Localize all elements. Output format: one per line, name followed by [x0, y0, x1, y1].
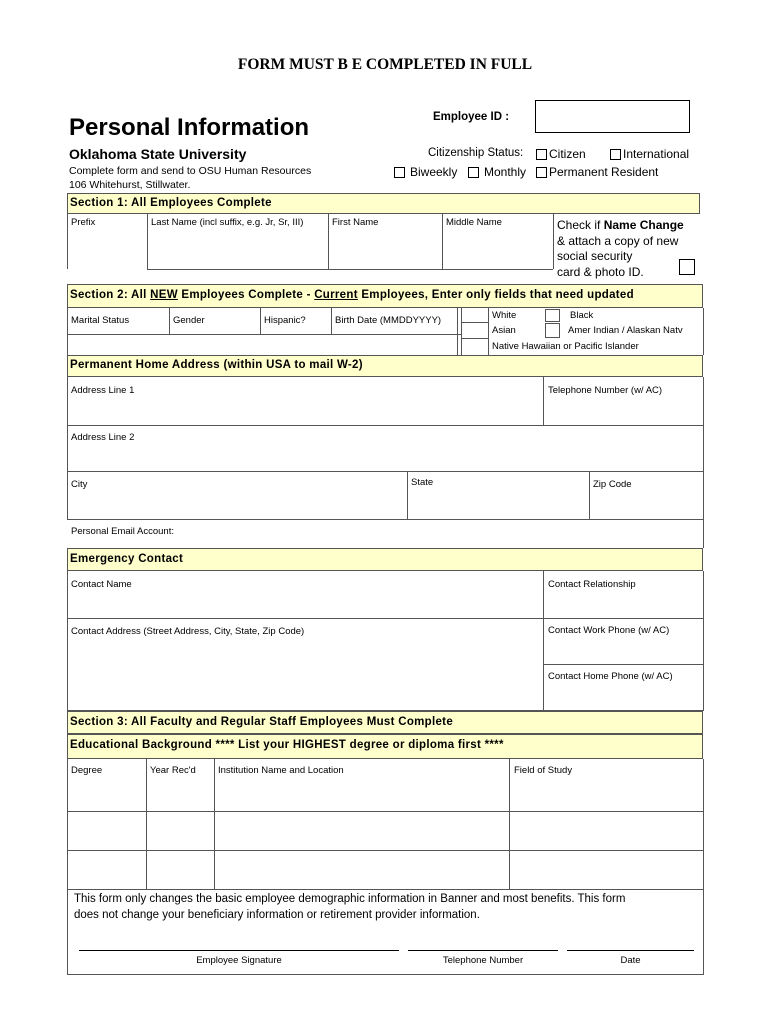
- form-top-title: FORM MUST B E COMPLETED IN FULL: [237, 56, 533, 73]
- biweekly-checkbox[interactable]: [394, 167, 405, 178]
- white-checkbox[interactable]: [462, 309, 487, 321]
- zip-label: Zip Code: [593, 479, 632, 490]
- hispanic-label: Hispanic?: [264, 315, 306, 326]
- degree-field-2[interactable]: [70, 813, 143, 848]
- employee-id-field[interactable]: [535, 100, 690, 133]
- section-2-title-new: NEW: [150, 289, 178, 301]
- middle-name-field[interactable]: [446, 231, 550, 267]
- address-line-1-label: Address Line 1: [71, 385, 135, 396]
- section-3-header: Section 3: All Faculty and Regular Staff Employees Must Complete: [67, 711, 703, 734]
- birth-date-label: Birth Date (MMDDYYYY): [335, 315, 442, 326]
- contact-home-phone-label: Contact Home Phone (w/ AC): [548, 671, 673, 682]
- name-change-line-2: & attach a copy of new: [557, 233, 679, 248]
- contact-work-phone-label: Contact Work Phone (w/ AC): [548, 625, 670, 636]
- prefix-label: Prefix: [71, 217, 96, 228]
- section-2-title-part1: Section 2: All: [70, 289, 151, 301]
- name-change-line-4: card & photo ID.: [557, 264, 644, 279]
- instructions-line-2: 106 Whitehurst, Stillwater.: [69, 179, 191, 191]
- contact-name-label: Contact Name: [71, 579, 132, 590]
- institution-field-3[interactable]: [217, 852, 506, 887]
- date-line[interactable]: [567, 950, 694, 951]
- section-2-title-part3: Employees, Enter only fields that need updated: [357, 289, 634, 301]
- amer-indian-checkbox[interactable]: [545, 323, 560, 338]
- state-field[interactable]: [410, 492, 586, 517]
- section-2-title-current: Current: [314, 289, 358, 301]
- contact-work-phone-field[interactable]: [546, 638, 700, 662]
- footer-note-line-1: This form only changes the basic employee demographic information in Banner and most benefits. This form: [74, 893, 626, 905]
- section-2-header: [67, 284, 703, 308]
- degree-field-1[interactable]: [70, 779, 143, 809]
- name-change-bold: Name Change: [603, 218, 684, 232]
- city-field[interactable]: [70, 492, 404, 517]
- native-hawaiian-checkbox[interactable]: [462, 339, 487, 354]
- year-received-label: Year Rec'd: [150, 765, 196, 776]
- first-name-label: First Name: [332, 217, 379, 228]
- instructions-line-1: Complete form and send to OSU Human Resources: [69, 165, 312, 177]
- native-hawaiian-label: Native Hawaiian or Pacific Islander: [492, 341, 639, 352]
- citizenship-label: Citizenship Status:: [428, 147, 524, 159]
- asian-checkbox[interactable]: [462, 323, 487, 337]
- field-of-study-field-3[interactable]: [512, 852, 700, 887]
- last-name-label: Last Name (incl suffix, e.g. Jr, Sr, III): [151, 217, 304, 228]
- university-name: Oklahoma State University: [69, 146, 247, 162]
- address-line-2-field[interactable]: [70, 445, 700, 469]
- city-label: City: [71, 479, 88, 490]
- zip-field[interactable]: [592, 492, 700, 517]
- black-checkbox[interactable]: [545, 309, 560, 322]
- section-1-header: Section 1: All Employees Complete: [67, 193, 700, 214]
- name-change-prefix: Check if: [557, 218, 604, 232]
- permanent-resident-label: Permanent Resident: [549, 165, 659, 179]
- email-field[interactable]: [185, 522, 700, 546]
- address-header: Permanent Home Address (within USA to mail W-2): [67, 355, 703, 377]
- page-title: Personal Information: [69, 114, 310, 141]
- date-label: Date: [620, 955, 641, 966]
- email-label: Personal Email Account:: [71, 526, 174, 537]
- field-of-study-field-2[interactable]: [512, 813, 700, 848]
- address-line-1-field[interactable]: [70, 398, 540, 423]
- marital-status-label: Marital Status: [71, 315, 130, 326]
- footer-note: [74, 891, 625, 923]
- monthly-checkbox[interactable]: [468, 167, 479, 178]
- telephone-label: Telephone Number (w/ AC): [548, 385, 663, 396]
- telephone-number-line[interactable]: [408, 950, 558, 951]
- last-name-field[interactable]: [151, 231, 325, 267]
- white-label: White: [492, 310, 517, 321]
- international-checkbox[interactable]: [610, 149, 621, 160]
- footer-note-line-2: does not change your beneficiary information or retirement provider information.: [74, 909, 480, 921]
- contact-name-field[interactable]: [70, 592, 540, 616]
- section-2-title-part2: Employees Complete -: [177, 289, 315, 301]
- contact-home-phone-field[interactable]: [546, 684, 700, 708]
- employee-signature-line[interactable]: [79, 950, 399, 951]
- degree-label: Degree: [71, 765, 103, 776]
- prefix-field[interactable]: [72, 231, 144, 267]
- institution-field-1[interactable]: [217, 779, 506, 809]
- black-label: Black: [570, 310, 594, 321]
- monthly-label: Monthly: [484, 165, 527, 179]
- name-change-note: [557, 218, 684, 280]
- field-of-study-field-1[interactable]: [512, 779, 700, 809]
- contact-address-field[interactable]: [70, 639, 540, 708]
- telephone-field[interactable]: [546, 398, 700, 423]
- name-change-line-3: social security: [557, 249, 633, 263]
- state-label: State: [411, 477, 434, 488]
- employee-signature-label: Employee Signature: [196, 955, 282, 966]
- employee-id-label: Employee ID :: [433, 111, 510, 123]
- year-field-2[interactable]: [149, 813, 211, 848]
- year-field-3[interactable]: [149, 852, 211, 887]
- emergency-header: Emergency Contact: [67, 548, 703, 571]
- year-field-1[interactable]: [149, 779, 211, 809]
- biweekly-label: Biweekly: [410, 165, 458, 179]
- institution-label: Institution Name and Location: [218, 765, 344, 776]
- asian-label: Asian: [492, 325, 516, 336]
- institution-field-2[interactable]: [217, 813, 506, 848]
- contact-address-label: Contact Address (Street Address, City, State, Zip Code): [71, 626, 305, 637]
- middle-name-label: Middle Name: [446, 217, 502, 228]
- permanent-resident-checkbox[interactable]: [536, 167, 547, 178]
- name-change-checkbox[interactable]: [679, 259, 695, 275]
- contact-relationship-label: Contact Relationship: [548, 579, 636, 590]
- amer-indian-label: Amer Indian / Alaskan Natv: [568, 325, 683, 336]
- contact-relationship-field[interactable]: [546, 592, 700, 616]
- citizen-checkbox[interactable]: [536, 149, 547, 160]
- telephone-number-label: Telephone Number: [442, 955, 524, 966]
- address-line-2-label: Address Line 2: [71, 432, 135, 443]
- first-name-field[interactable]: [332, 231, 439, 267]
- citizen-label: Citizen: [549, 147, 586, 161]
- education-header: Educational Background **** List your HIGHEST degree or diploma first ****: [67, 734, 703, 759]
- degree-field-3[interactable]: [70, 852, 143, 887]
- gender-label: Gender: [173, 315, 205, 326]
- international-label: International: [623, 147, 690, 161]
- field-of-study-label: Field of Study: [514, 765, 573, 776]
